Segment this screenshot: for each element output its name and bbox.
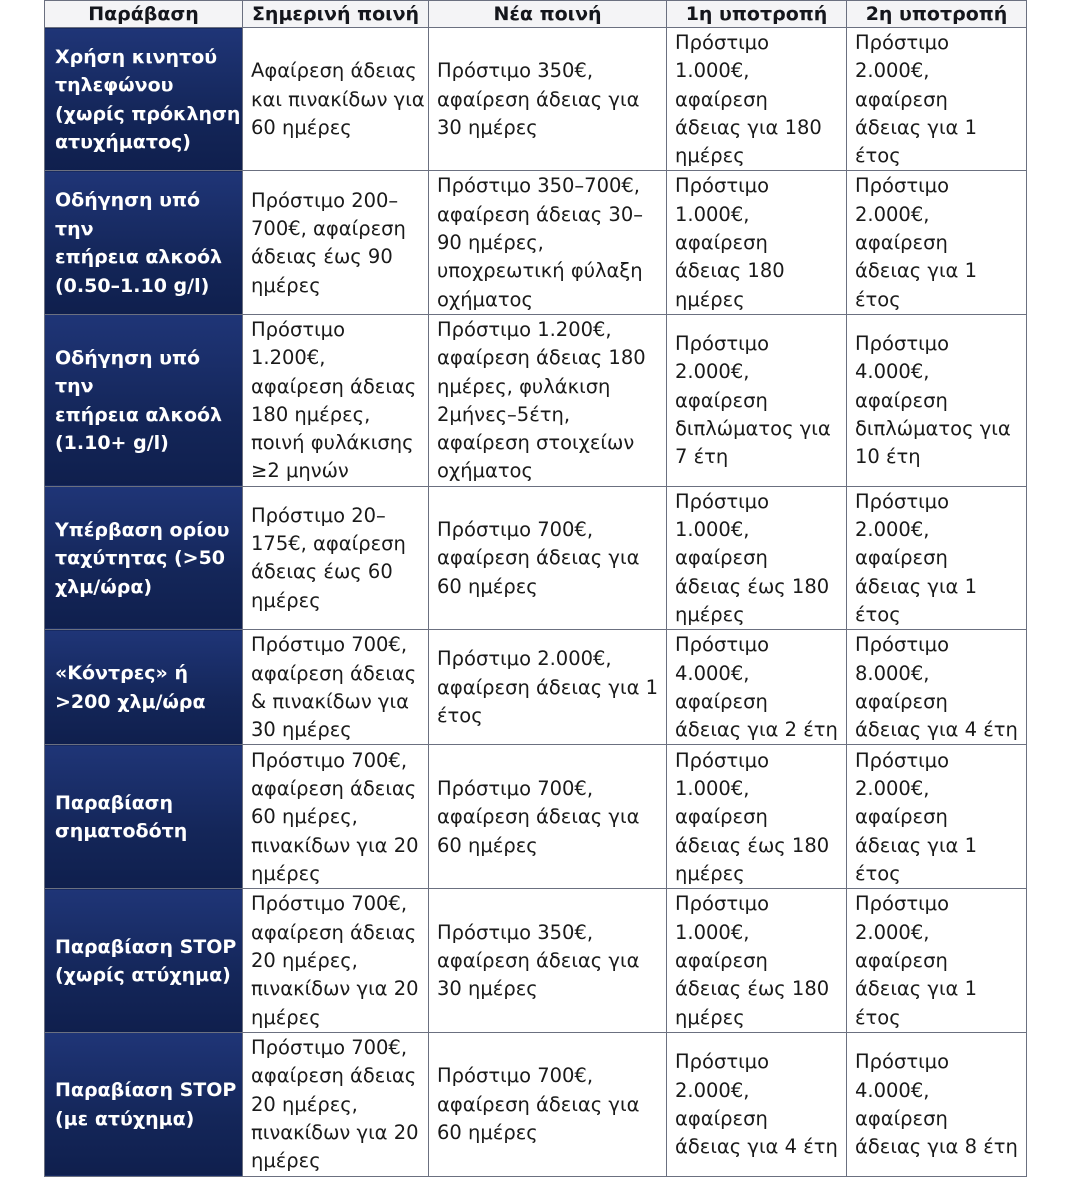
violation-cell: Χρήση κινητού τηλεφώνου (χωρίς πρόκληση ατυχήματος) — [45, 28, 243, 171]
penalty-table-container — [44, 0, 1026, 1177]
header-first-repeat: 1η υποτροπή — [667, 1, 847, 28]
penalty-table — [44, 0, 1027, 1177]
new-penalty-cell: Πρόστιμο 1.200€, αφαίρεση άδειας 180 ημέρες, φυλάκιση 2μήνες–5έτη, αφαίρεση στοιχείων οχήματος — [429, 314, 667, 486]
violation-cell: Υπέρβαση ορίου ταχύτητας (>50 χλμ/ώρα) — [45, 486, 243, 629]
new-penalty-cell: Πρόστιμο 700€, αφαίρεση άδειας για 60 ημέρες — [429, 486, 667, 629]
header-violation: Παράβαση — [45, 1, 243, 28]
violation-cell: Παραβίαση STOP (με ατύχημα) — [45, 1032, 243, 1176]
first-repeat-cell: Πρόστιμο 2.000€, αφαίρεση άδειας για 4 έτη — [667, 1032, 847, 1176]
violation-cell: Παραβίαση σηματοδότη — [45, 745, 243, 889]
violation-cell: Οδήγηση υπό την επήρεια αλκοόλ (0.50–1.10 g/l) — [45, 171, 243, 314]
first-repeat-cell: Πρόστιμο 1.000€, αφαίρεση άδειας έως 180 ημέρες — [667, 486, 847, 629]
violation-cell: «Κόντρες» ή >200 χλμ/ώρα — [45, 630, 243, 745]
first-repeat-cell: Πρόστιμο 1.000€, αφαίρεση άδειας 180 ημέρες — [667, 171, 847, 314]
current-penalty-cell: Πρόστιμο 1.200€, αφαίρεση άδειας 180 ημέρες, ποινή φυλάκισης ≥2 μηνών — [243, 314, 429, 486]
current-penalty-cell: Πρόστιμο 700€, αφαίρεση άδειας 20 ημέρες, πινακίδων για 20 ημέρες — [243, 889, 429, 1032]
first-repeat-cell: Πρόστιμο 1.000€, αφαίρεση άδειας έως 180 ημέρες — [667, 889, 847, 1032]
new-penalty-cell: Πρόστιμο 2.000€, αφαίρεση άδειας για 1 έτος — [429, 630, 667, 745]
new-penalty-cell: Πρόστιμο 350€, αφαίρεση άδειας για 30 ημέρες — [429, 28, 667, 171]
table-row — [45, 889, 1027, 1032]
new-penalty-cell: Πρόστιμο 350–700€, αφαίρεση άδειας 30– 90 ημέρες, υποχρεωτική φύλαξη οχήματος — [429, 171, 667, 314]
second-repeat-cell: Πρόστιμο 2.000€, αφαίρεση άδειας για 1 έτος — [847, 889, 1027, 1032]
current-penalty-cell: Πρόστιμο 200– 700€, αφαίρεση άδειας έως 90 ημέρες — [243, 171, 429, 314]
second-repeat-cell: Πρόστιμο 4.000€, αφαίρεση διπλώματος για 10 έτη — [847, 314, 1027, 486]
table-row — [45, 28, 1027, 171]
table-row — [45, 745, 1027, 889]
header-current-penalty: Σημερινή ποινή — [243, 1, 429, 28]
first-repeat-cell: Πρόστιμο 1.000€, αφαίρεση άδειας έως 180 ημέρες — [667, 745, 847, 889]
current-penalty-cell: Πρόστιμο 700€, αφαίρεση άδειας 20 ημέρες, πινακίδων για 20 ημέρες — [243, 1032, 429, 1176]
header-new-penalty: Νέα ποινή — [429, 1, 667, 28]
table-row — [45, 171, 1027, 314]
current-penalty-cell: Πρόστιμο 700€, αφαίρεση άδειας 60 ημέρες, πινακίδων για 20 ημέρες — [243, 745, 429, 889]
current-penalty-cell: Αφαίρεση άδειας και πινακίδων για 60 ημέρες — [243, 28, 429, 171]
second-repeat-cell: Πρόστιμο 2.000€, αφαίρεση άδειας για 1 έτος — [847, 486, 1027, 629]
second-repeat-cell: Πρόστιμο 2.000€, αφαίρεση άδειας για 1 έτος — [847, 28, 1027, 171]
first-repeat-cell: Πρόστιμο 1.000€, αφαίρεση άδειας για 180 ημέρες — [667, 28, 847, 171]
first-repeat-cell: Πρόστιμο 4.000€, αφαίρεση άδειας για 2 έτη — [667, 630, 847, 745]
current-penalty-cell: Πρόστιμο 20– 175€, αφαίρεση άδειας έως 60 ημέρες — [243, 486, 429, 629]
violation-cell: Οδήγηση υπό την επήρεια αλκοόλ (1.10+ g/l) — [45, 314, 243, 486]
first-repeat-cell: Πρόστιμο 2.000€, αφαίρεση διπλώματος για 7 έτη — [667, 314, 847, 486]
new-penalty-cell: Πρόστιμο 700€, αφαίρεση άδειας για 60 ημέρες — [429, 745, 667, 889]
table-row — [45, 314, 1027, 486]
header-second-repeat: 2η υποτροπή — [847, 1, 1027, 28]
current-penalty-cell: Πρόστιμο 700€, αφαίρεση άδειας & πινακίδων για 30 ημέρες — [243, 630, 429, 745]
second-repeat-cell: Πρόστιμο 2.000€, αφαίρεση άδειας για 1 έτος — [847, 171, 1027, 314]
table-row — [45, 1032, 1027, 1176]
table-row — [45, 486, 1027, 629]
new-penalty-cell: Πρόστιμο 350€, αφαίρεση άδειας για 30 ημέρες — [429, 889, 667, 1032]
second-repeat-cell: Πρόστιμο 8.000€, αφαίρεση άδειας για 4 έτη — [847, 630, 1027, 745]
second-repeat-cell: Πρόστιμο 4.000€, αφαίρεση άδειας για 8 έτη — [847, 1032, 1027, 1176]
table-row — [45, 630, 1027, 745]
second-repeat-cell: Πρόστιμο 2.000€, αφαίρεση άδειας για 1 έτος — [847, 745, 1027, 889]
new-penalty-cell: Πρόστιμο 700€, αφαίρεση άδειας για 60 ημέρες — [429, 1032, 667, 1176]
violation-cell: Παραβίαση STOP (χωρίς ατύχημα) — [45, 889, 243, 1032]
table-header-row — [45, 1, 1027, 28]
